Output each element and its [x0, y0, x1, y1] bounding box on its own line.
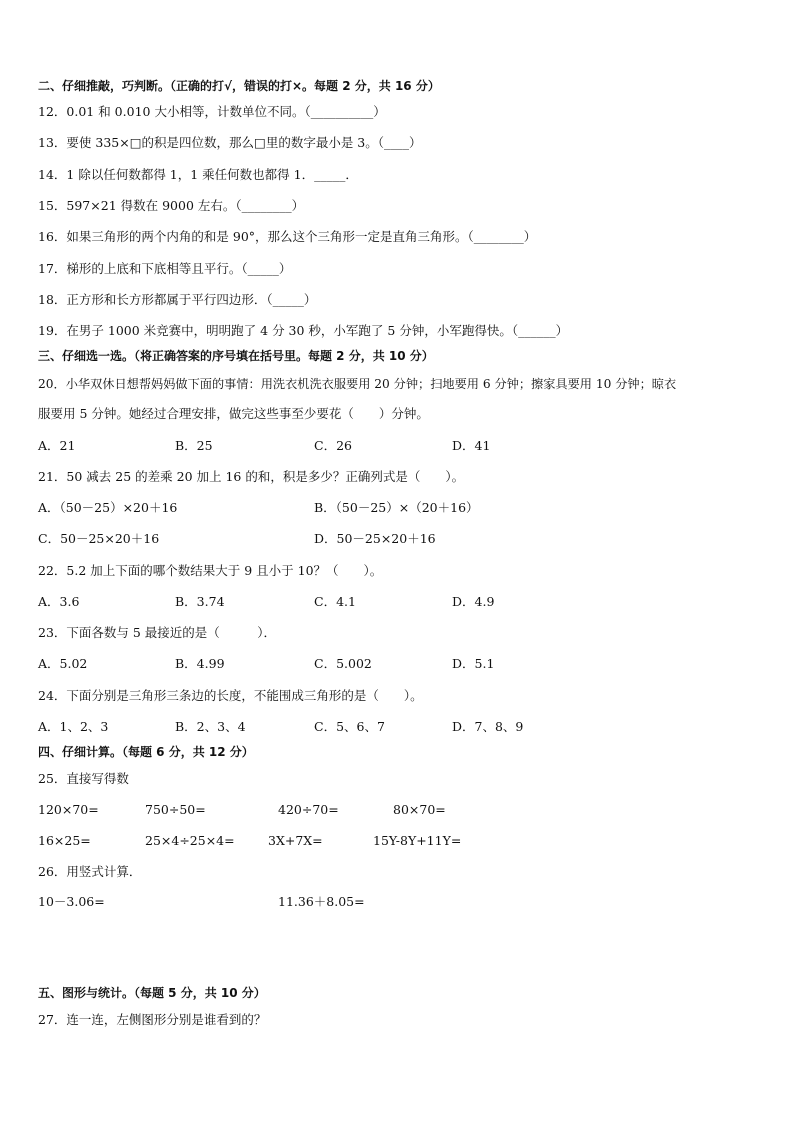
q22-option-c: C．4.1	[314, 594, 356, 609]
question-24: 24．下面分别是三角形三条边的长度，不能围成三角形的是（ ）。	[38, 688, 423, 703]
question-20-line1: 20．小华双休日想帮妈妈做下面的事情：用洗衣机洗衣服要用 20 分钟；扫地要用 6 分钟；擦家具要用 10 分钟；晾衣	[38, 377, 677, 391]
q20-option-c: C．26	[314, 438, 352, 453]
calc-item: 3X+7X=	[268, 833, 323, 848]
section4-title: 四、仔细计算。（每题 6 分，共 12 分）	[38, 745, 254, 759]
question-15: 15．597×21 得数在 9000 左右。（________）	[38, 198, 305, 213]
calc-item: 120×70=	[38, 802, 99, 817]
calc-item: 25×4÷25×4=	[145, 833, 235, 848]
question-19: 19．在男子 1000 米竞赛中，明明跑了 4 分 30 秒，小军跑了 5 分钟，小军跑得快。（______）	[38, 323, 569, 338]
section3-title: 三、仔细选一选。（将正确答案的序号填在括号里。每题 2 分，共 10 分）	[38, 349, 434, 363]
q22-option-d: D．4.9	[452, 594, 495, 609]
calc-item: 10－3.06=	[38, 894, 105, 909]
calc-item: 420÷70=	[278, 802, 339, 817]
q22-option-b: B．3.74	[175, 594, 225, 609]
question-14: 14．1 除以任何数都得 1，1 乘任何数也都得 1．_____．	[38, 167, 358, 182]
question-13: 13．要使 335×□的积是四位数，那么□里的数字最小是 3。（____）	[38, 135, 422, 150]
q21-option-d: D．50－25×20＋16	[314, 531, 436, 546]
q21-option-a: A．（50－25）×20＋16	[38, 500, 178, 515]
q24-option-b: B．2、3、4	[175, 719, 246, 734]
question-22: 22．5.2 加上下面的哪个数结果大于 9 且小于 10？（ ）。	[38, 563, 383, 578]
q23-option-b: B．4.99	[175, 656, 225, 671]
q23-option-a: A．5.02	[38, 656, 88, 671]
calc-item: 16×25=	[38, 833, 91, 848]
q20-option-a: A．21	[38, 438, 76, 453]
calc-item: 11.36＋8.05=	[278, 894, 365, 909]
q21-option-b: B．（50－25）×（20＋16）	[314, 500, 479, 515]
question-25: 25．直接写得数	[38, 771, 129, 786]
q23-option-d: D．5.1	[452, 656, 495, 671]
q24-option-d: D．7、8、9	[452, 719, 524, 734]
question-27: 27．连一连，左侧图形分别是谁看到的？	[38, 1012, 267, 1027]
calc-item: 750÷50=	[145, 802, 206, 817]
question-18: 18．正方形和长方形都属于平行四边形．（_____）	[38, 292, 317, 307]
question-16: 16．如果三角形的两个内角的和是 90°，那么这个三角形一定是直角三角形。（________）	[38, 229, 537, 244]
question-23: 23．下面各数与 5 最接近的是（ ）．	[38, 625, 277, 640]
question-12: 12．0.01 和 0.010 大小相等，计数单位不同。（__________）	[38, 104, 386, 119]
section5-title: 五、图形与统计。（每题 5 分，共 10 分）	[38, 986, 266, 1000]
calc-item: 15Y-8Y+11Y=	[373, 833, 462, 848]
calc-item: 80×70=	[393, 802, 446, 817]
q22-option-a: A．3.6	[38, 594, 80, 609]
question-20-line2: 服要用 5 分钟。她经过合理安排，做完这些事至少要花（ ）分钟。	[38, 406, 429, 421]
q24-option-c: C．5、6、7	[314, 719, 385, 734]
question-21: 21．50 减去 25 的差乘 20 加上 16 的和，积是多少？正确列式是（ ）。	[38, 469, 465, 484]
q20-option-b: B．25	[175, 438, 213, 453]
section2-title: 二、仔细推敲，巧判断。（正确的打√，错误的打×。每题 2 分，共 16 分）	[38, 79, 440, 93]
q23-option-c: C．5.002	[314, 656, 372, 671]
question-17: 17．梯形的上底和下底相等且平行。（_____）	[38, 261, 292, 276]
question-26: 26．用竖式计算．	[38, 864, 142, 879]
q20-option-d: D．41	[452, 438, 491, 453]
q24-option-a: A．1、2、3	[38, 719, 109, 734]
q21-option-c: C．50－25×20＋16	[38, 531, 160, 546]
